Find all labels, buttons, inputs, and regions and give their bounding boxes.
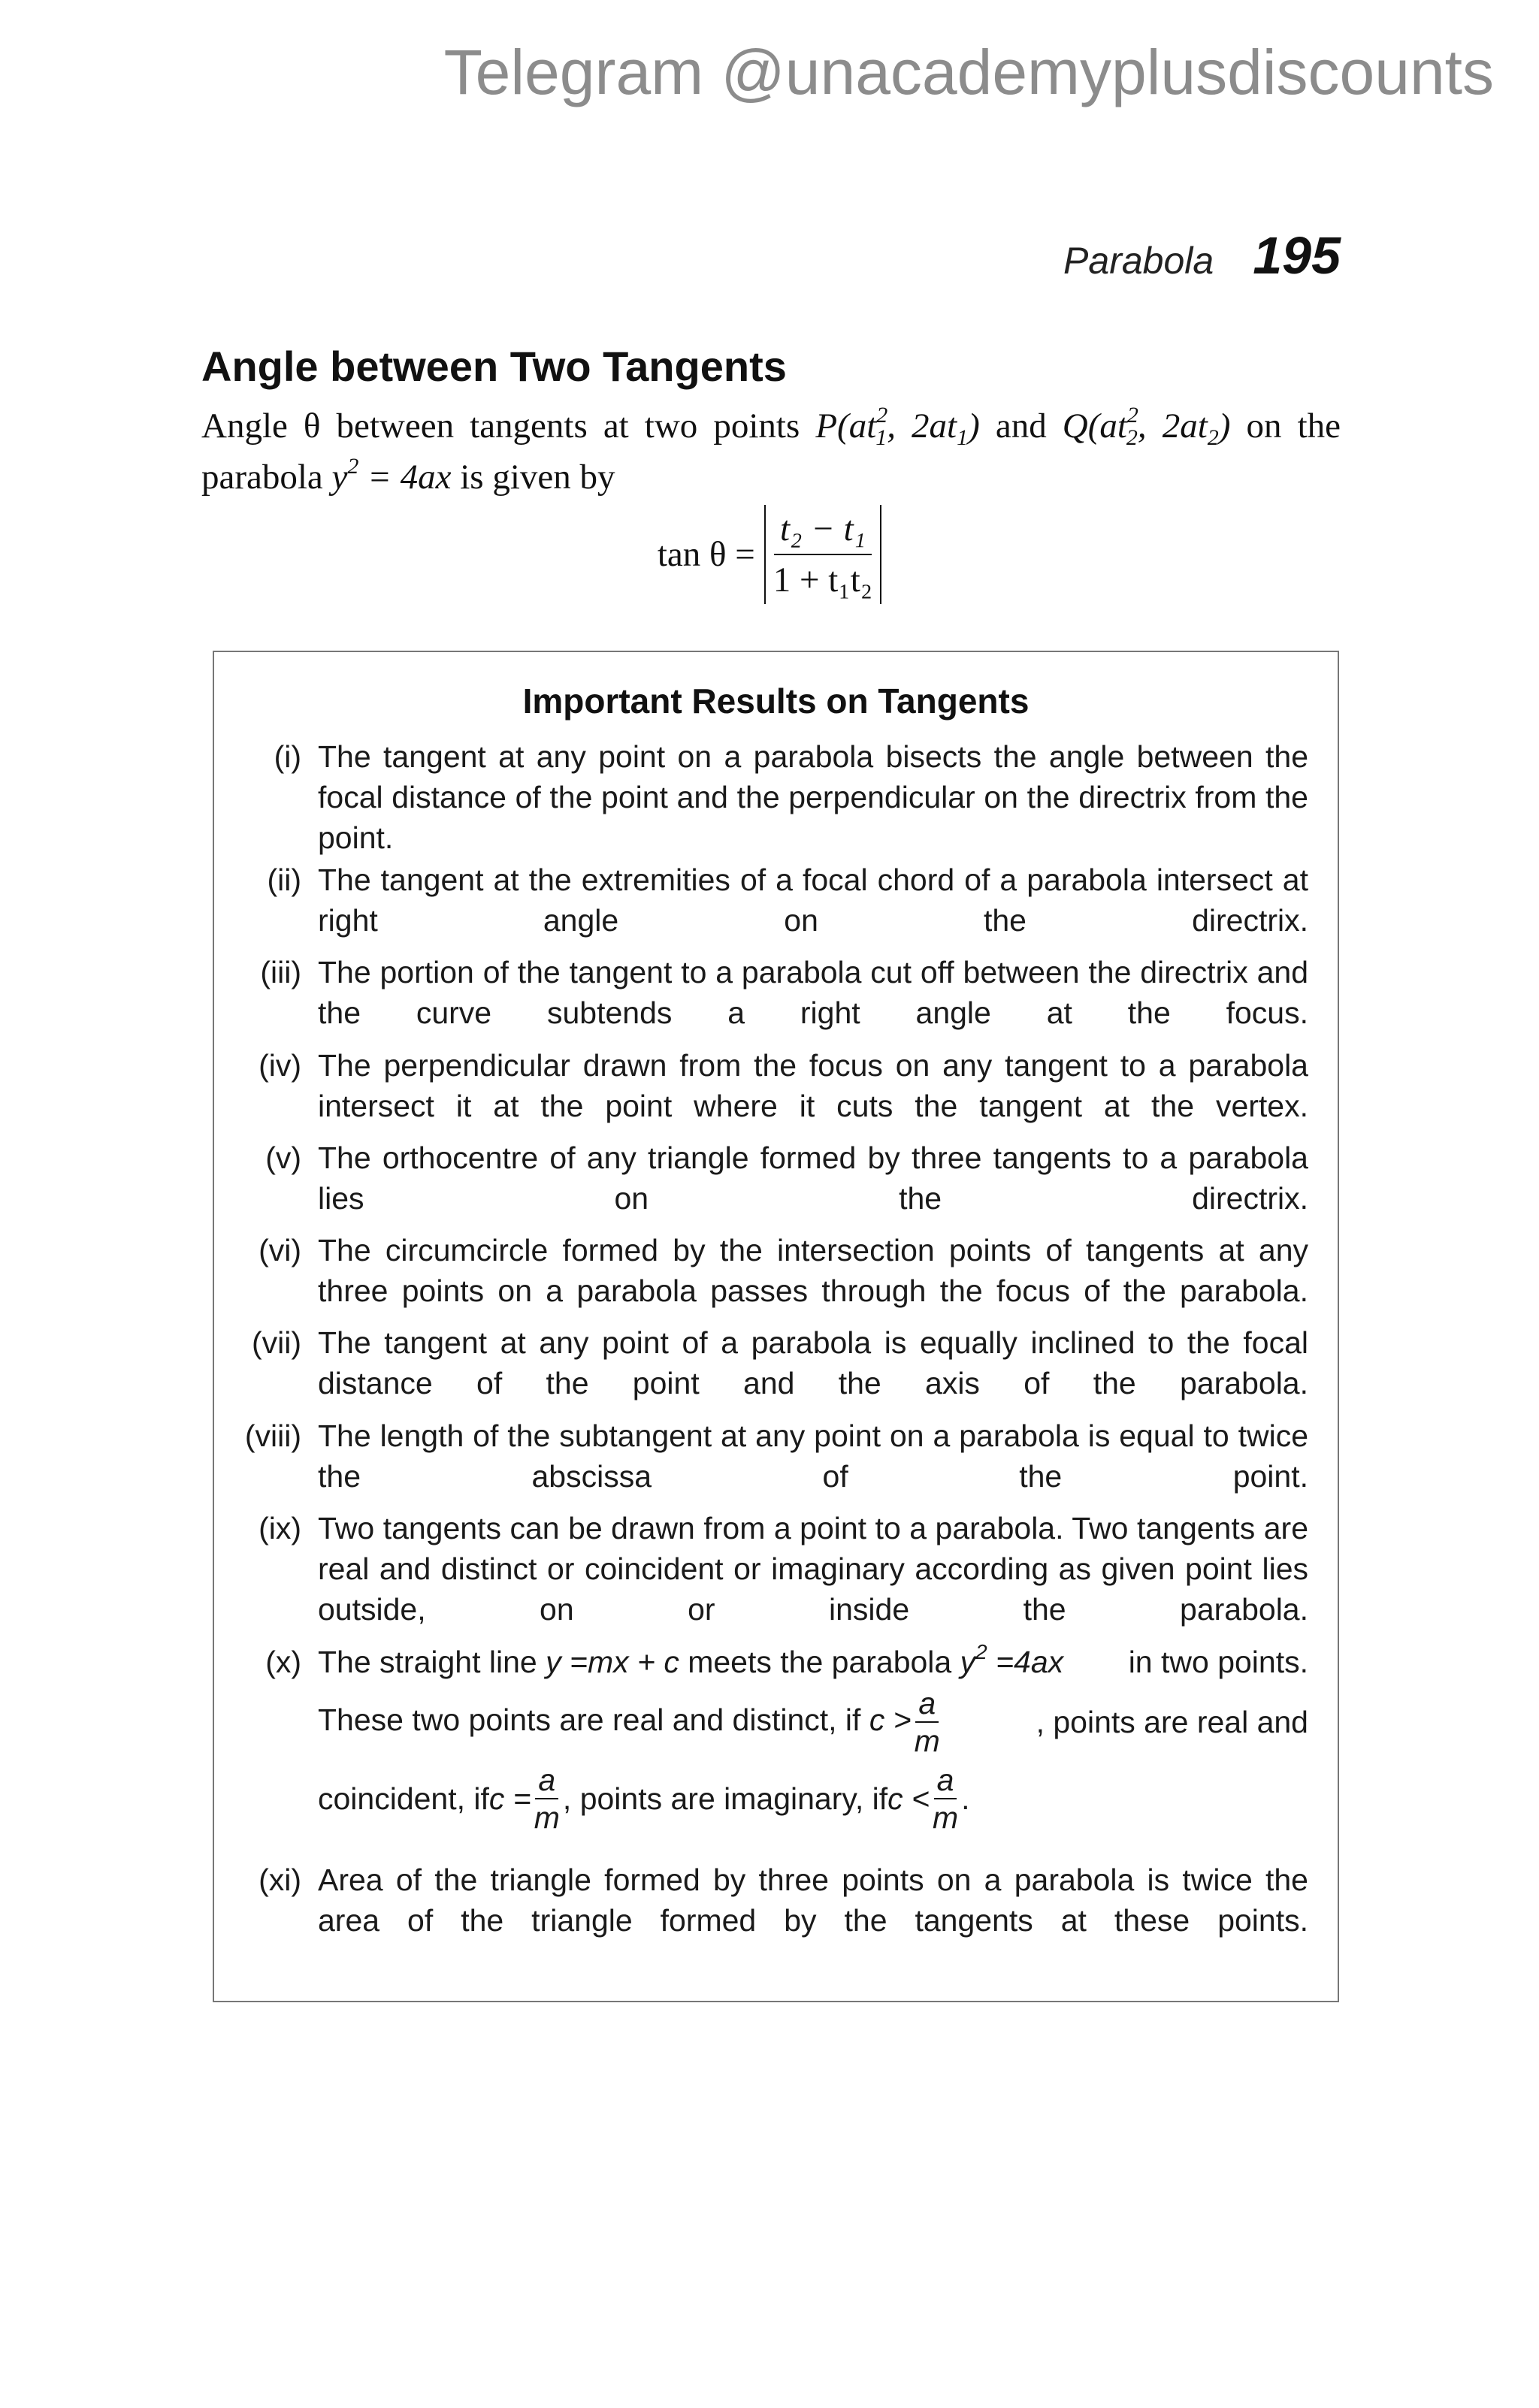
formula-denominator: 1 + t₁t₂ (773, 560, 873, 600)
results-box (213, 651, 1339, 2002)
intro-text-3: is given by (451, 458, 615, 497)
item-text: The perpendicular drawn from the focus on any tangent to a parabola intersect it at the point where it cuts the tangent at the vertex. (318, 1048, 1308, 1123)
watermark: Telegram @unacademyplusdiscounts (443, 37, 1494, 107)
item-label: (xi) (259, 1863, 301, 1897)
item-label: (ii) (267, 863, 301, 897)
item-text: The orthocentre of any triangle formed by three tangents to a parabola lies on the directrix. (318, 1141, 1308, 1216)
running-head (0, 225, 1341, 286)
item-text: Area of the triangle formed by three points on a parabola is twice the area of the triangle formed by the tangents at these points. (318, 1863, 1308, 1938)
item-label: (x) (265, 1645, 301, 1679)
formula-lhs: tan θ = (657, 535, 755, 574)
item-text (318, 1642, 1308, 1876)
item-label: (iv) (259, 1048, 301, 1083)
item-label: (vi) (259, 1233, 301, 1267)
item-label: (vii) (251, 1325, 301, 1360)
item-label: (ix) (259, 1511, 301, 1545)
intro-paragraph (201, 400, 1341, 503)
point-p: $P(at^2_1$, $2at_1$) (815, 403, 980, 450)
parabola-equation: $y^2 = 4ax$ (331, 454, 452, 497)
formula-numerator: t₂ − t₁ (774, 509, 872, 555)
page-number: 195 (1253, 226, 1341, 285)
item-label: (iii) (260, 955, 301, 989)
intro-text: Angle θ between tangents at two points (201, 406, 816, 446)
item-text: The portion of the tangent to a parabola cut off between the directrix and the curve subtends a right angle at the focus. (318, 955, 1308, 1030)
item-x-line-2: These two points are real and distinct, if c > $\frac{a}{m}$ , points are real and (318, 1686, 1308, 1758)
point-q: $Q(at^2_2$, $2at_2$) (1062, 403, 1231, 450)
item-label: (viii) (244, 1419, 301, 1453)
item-text: The length of the subtangent at any point on a parabola is equal to twice the abscissa of the point. (318, 1419, 1308, 1494)
item-text: The tangent at the extremities of a focal chord of a parabola intersect at right angle on the directrix. (318, 863, 1308, 938)
fraction-a-over-m: $\frac{a}{m}$ (534, 1763, 560, 1835)
fraction-a-over-m: $\frac{a}{m}$ (914, 1686, 940, 1758)
item-text: The tangent at any point on a parabola bisects the angle between the focal distance of the point and the perpendicular on the directrix from the point. (318, 739, 1308, 855)
item-label: (v) (265, 1141, 301, 1175)
item-x-line-1: The straight line y =mx + c meets the parabola $y^2 =4ax$ in two points. (318, 1640, 1308, 1679)
intro-and: and (979, 406, 1063, 446)
fraction-a-over-m: a m (932, 1763, 959, 1835)
item-text: The tangent at any point of a parabola is equally inclined to the focal distance of the point and the axis of the parabola. (318, 1325, 1308, 1400)
box-title: Important Results on Tangents (522, 681, 1030, 721)
item-text: The circumcircle formed by the intersection points of tangents at any three points on a parabola passes through the focus of the parabola. (318, 1233, 1308, 1308)
intro-text-2: on the parabola (201, 406, 1341, 497)
formula-fraction (764, 505, 881, 604)
tan-theta-formula (0, 505, 1539, 604)
item-x-line-3: coincident, if c = $\frac{a}{m}$ , points are imaginary, if c < a m . (318, 1763, 970, 1835)
item-text: Two tangents can be drawn from a point to a parabola. Two tangents are real and distinct or coincident or imaginary according as given point lies outside, on or inside the parabola. (318, 1511, 1308, 1627)
section-title: Angle between Two Tangents (201, 343, 787, 390)
item-label: (i) (274, 739, 301, 774)
running-title: Parabola (1063, 240, 1214, 282)
